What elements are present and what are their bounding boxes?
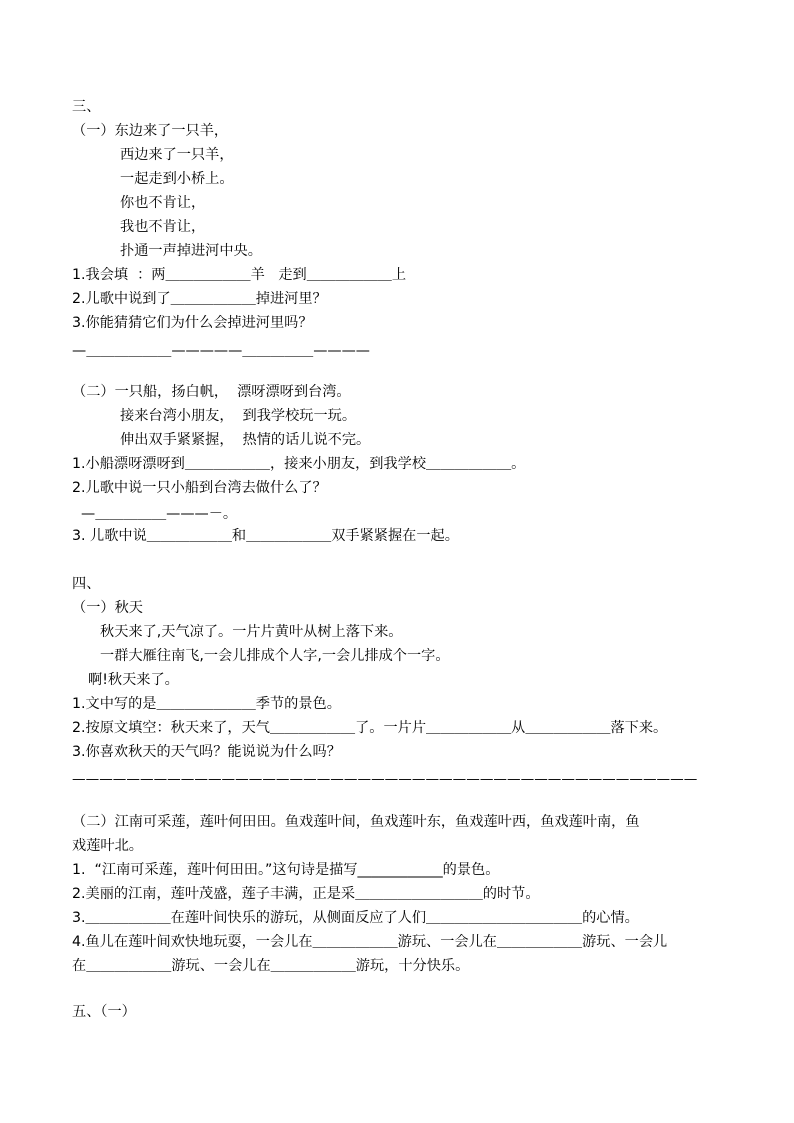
autumn-text-line: 秋天来了,天气凉了。一片片黄叶从树上落下来。 <box>100 624 403 640</box>
autumn-title: （一）秋天 <box>72 600 143 616</box>
autumn-text-line: 一群大雁往南飞,一会儿排成个人字,一会儿排成个一字。 <box>100 648 450 664</box>
poem2-question-2: 2.儿歌中说一只小船到台湾去做什么了？ <box>72 480 327 496</box>
jiangnan-question-3: 3.＿＿＿＿＿＿在莲叶间快乐的游玩，从侧面反应了人们＿＿＿＿＿＿＿＿＿＿＿的心情。 <box>72 910 639 926</box>
poem2-question-3: 3. 儿歌中说＿＿＿＿＿＿和＿＿＿＿＿＿双手紧紧握在一起。 <box>72 528 459 544</box>
poem1-question-3: 3.你能猜猜它们为什么会掉进河里吗？ <box>72 315 313 331</box>
autumn-question-2: 2.按原文填空：秋天来了，天气＿＿＿＿＿＿了。一片片＿＿＿＿＿＿从＿＿＿＿＿＿落下来。 <box>72 720 668 736</box>
autumn-question-3: 3.你喜欢秋天的天气吗？能说说为什么吗？ <box>72 744 341 760</box>
autumn-answer-line: —————————————————————————————————————————————— <box>72 771 698 787</box>
jiangnan-question-2: 2.美丽的江南，莲叶茂盛，莲子丰满，正是采＿＿＿＿＿＿＿＿＿的时节。 <box>72 886 540 902</box>
poem1-line: 你也不肯让， <box>120 195 206 211</box>
jiangnan-text-line-1: （二）江南可采莲，莲叶何田田。鱼戏莲叶间，鱼戏莲叶东，鱼戏莲叶西，鱼戏莲叶南，鱼 <box>72 814 640 830</box>
section-5-heading: 五、（一） <box>72 1004 136 1020</box>
poem1-line: （一）东边来了一只羊， <box>72 123 229 139</box>
poem1-line: 西边来了一只羊， <box>120 147 234 163</box>
jiangnan-text-line-2: 戏莲叶北。 <box>72 838 143 854</box>
jiangnan-question-4-line-1: 4.鱼儿在莲叶间欢快地玩耍，一会儿在＿＿＿＿＿＿游玩、一会儿在＿＿＿＿＿＿游玩、一会儿 <box>72 934 668 950</box>
poem1-answer-line: —＿＿＿＿＿＿—————＿＿＿＿＿———— <box>72 343 370 359</box>
autumn-question-1: 1.文中写的是＿＿＿＿＿＿＿季节的景色。 <box>72 696 341 712</box>
poem1-question-1: 1.我会填 ：两＿＿＿＿＿＿羊 走到＿＿＿＿＿＿上 <box>72 267 407 283</box>
poem2-line: （二）一只船，扬白帆， 漂呀漂呀到台湾。 <box>72 384 351 400</box>
autumn-text-line: 啊!秋天来了。 <box>88 672 179 688</box>
jiangnan-question-4-line-2: 在＿＿＿＿＿＿游玩、一会儿在＿＿＿＿＿＿游玩，十分快乐。 <box>72 958 470 974</box>
poem2-line: 接来台湾小朋友， 到我学校玩一玩。 <box>120 408 357 424</box>
poem2-question-1: 1.小船漂呀漂呀到＿＿＿＿＿＿，接来小朋友，到我学校＿＿＿＿＿＿。 <box>72 456 526 472</box>
poem1-line: 一起走到小桥上。 <box>120 171 234 187</box>
jiangnan-question-1: 1. “江南可采莲，莲叶何田田。”这句诗是描写____________的景色。 <box>72 862 500 878</box>
poem1-line: 我也不肯让， <box>120 219 206 235</box>
poem2-line: 伸出双手紧紧握， 热情的话儿说不完。 <box>120 432 371 448</box>
section-3-heading: 三、 <box>72 99 101 115</box>
section-4-heading: 四、 <box>72 576 101 592</box>
poem1-line: 扑通一声掉进河中央。 <box>120 243 262 259</box>
poem2-answer-line: —＿＿＿＿＿———－。 <box>72 506 238 522</box>
poem1-question-2: 2.儿歌中说到了＿＿＿＿＿＿掉进河里？ <box>72 291 327 307</box>
